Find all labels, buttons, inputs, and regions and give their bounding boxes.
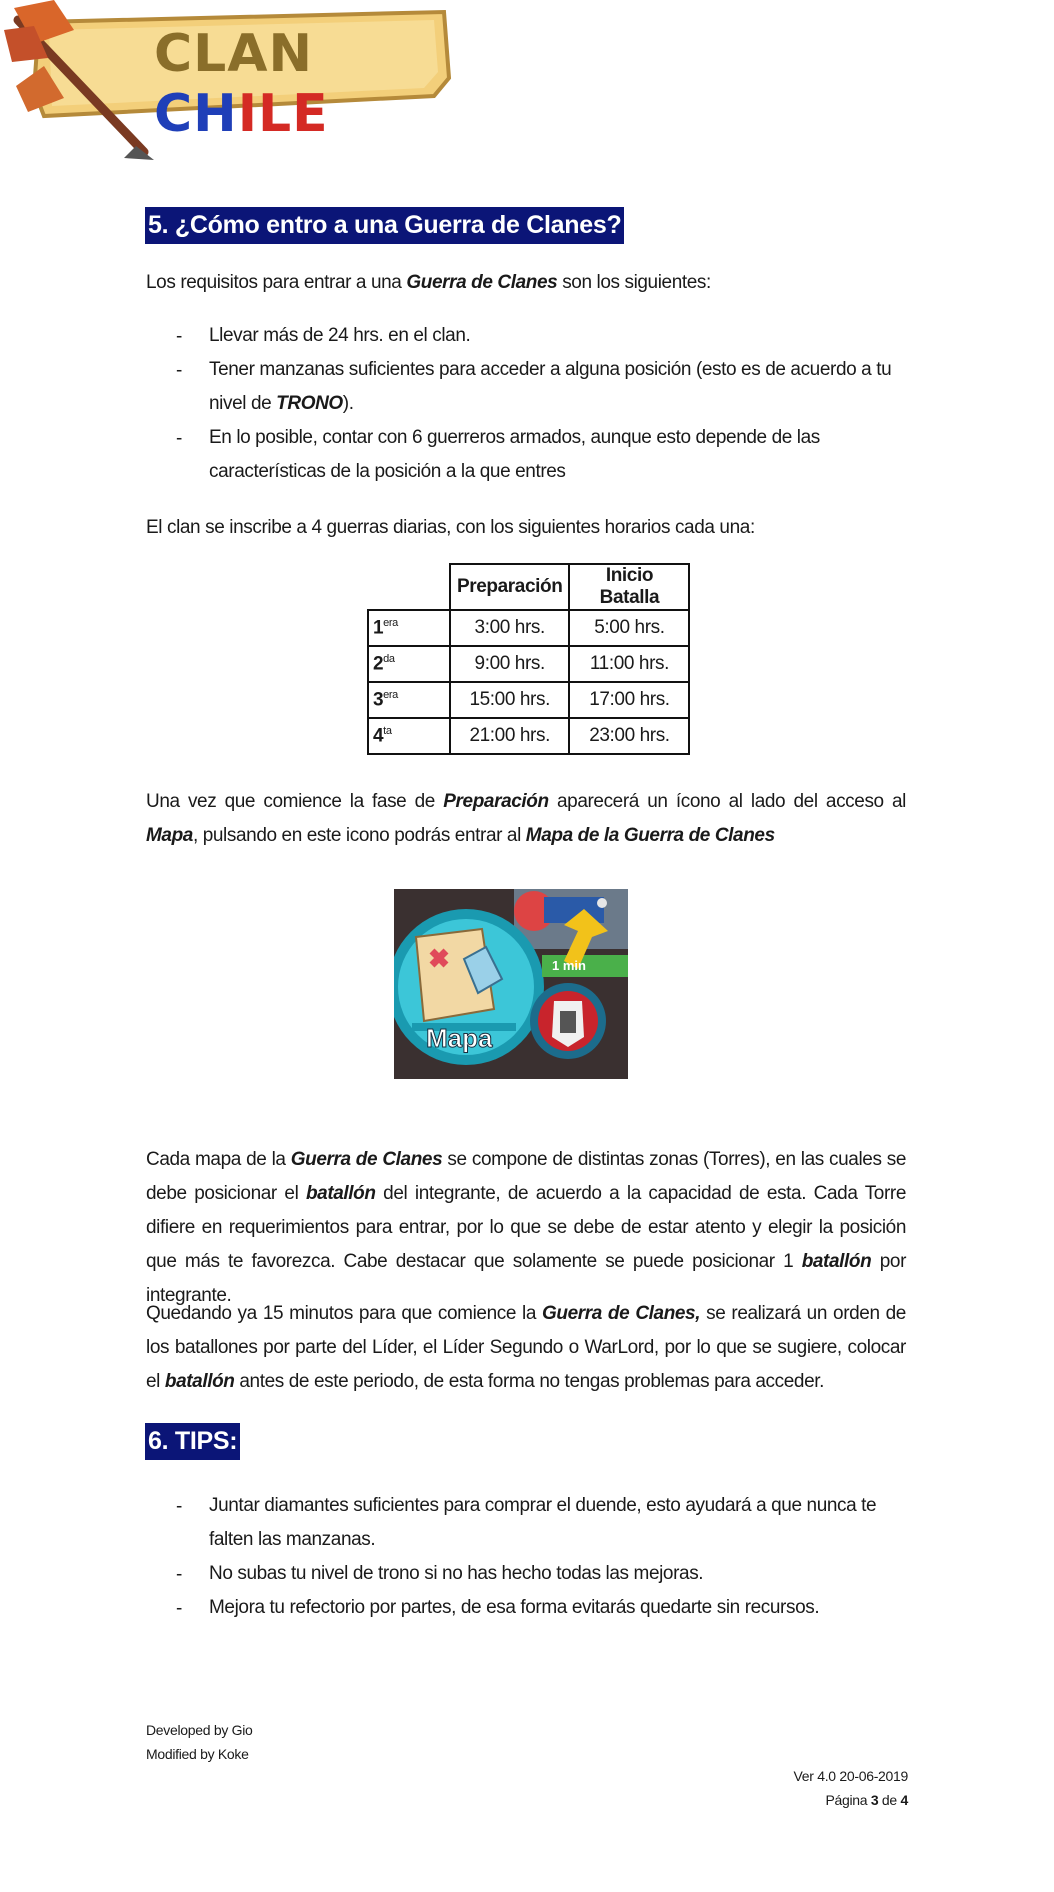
page-number (794, 1788, 908, 1812)
page-total: 4 (900, 1792, 908, 1808)
prep-emphasis: Mapa (146, 825, 193, 846)
order-emphasis: batallón (164, 1371, 235, 1392)
schedule-intro: El clan se inscribe a 4 guerras diarias, con los siguientes horarios cada una: (146, 517, 755, 538)
prep-time: 21:00 hrs. (450, 718, 569, 754)
row-number: 2 (373, 653, 384, 675)
start-time: 11:00 hrs. (569, 646, 689, 682)
zones-text: Cada mapa de la (146, 1149, 291, 1170)
bullet-marker: - (176, 1564, 183, 1585)
requirement-item-3: En lo posible, contar con 6 guerreros armados, aunque esto depende de las características de la posición a la que entres (209, 427, 820, 482)
intro-text-end: son los siguientes: (557, 272, 711, 293)
prep-emphasis: Preparación (443, 791, 549, 812)
header-preparacion: Preparación (450, 564, 569, 610)
table-row (368, 646, 689, 682)
logo-text (154, 24, 474, 144)
prep-text: , pulsando en este icono podrás entrar al (192, 825, 526, 846)
zones-emphasis: batallón (801, 1251, 872, 1272)
order-emphasis: Guerra de Clanes, (542, 1303, 701, 1324)
bullet-marker: - (176, 428, 183, 449)
zones-text: por integrante. (146, 1251, 906, 1306)
req2-emphasis: TRONO (276, 393, 343, 414)
table-row (368, 718, 689, 754)
table-row (368, 610, 689, 646)
map-button-label: Mapa (426, 1023, 493, 1053)
prep-time: 15:00 hrs. (450, 682, 569, 718)
row-label (368, 718, 450, 754)
intro-emphasis: Guerra de Clanes (406, 272, 558, 293)
req2-text-end: ). (342, 393, 354, 414)
logo-word-ch: CH (154, 84, 238, 144)
row-label (368, 646, 450, 682)
req2-text: Tener manzanas suficientes para acceder a alguna posición (esto es de acuerdo a tu nivel de (209, 359, 892, 414)
section5-heading: 5. ¿Cómo entro a una Guerra de Clanes? (145, 207, 624, 244)
row-suffix: ta (383, 724, 392, 737)
order-paragraph (146, 1297, 906, 1399)
prep-time: 9:00 hrs. (450, 646, 569, 682)
row-label (368, 682, 450, 718)
requirements-intro (146, 266, 906, 300)
row-number: 1 (373, 617, 384, 639)
page-label: Página (825, 1792, 871, 1808)
row-suffix: era (383, 616, 398, 629)
order-text: Quedando ya 15 minutos para que comience la (146, 1303, 543, 1324)
prep-emphasis: Mapa de la Guerra de Clanes (525, 825, 775, 846)
developed-by: Developed by Gio (146, 1722, 253, 1738)
tip-item-1: Juntar diamantes suficientes para comprar el duende, esto ayudará a que nunca te falten las manzanas. (209, 1495, 877, 1550)
war-schedule-table (367, 563, 690, 755)
preparation-paragraph (146, 785, 906, 853)
zones-text: del integrante, de acuerdo a la capacidad de esta. Cada Torre difiere en requerimientos para entrar, por lo que se debe de estar atento y elegir la posición que más te favorezca. Cabe destacar que solamente se puede posicionar 1 (146, 1183, 906, 1272)
version-date: Ver 4.0 20-06-2019 (793, 1768, 908, 1784)
footer-credits (146, 1718, 253, 1766)
zones-paragraph (146, 1143, 906, 1313)
zones-emphasis: Guerra de Clanes (290, 1149, 443, 1170)
tip-item-3: Mejora tu refectorio por partes, de esa forma evitarás quedarte sin recursos. (209, 1597, 820, 1618)
prep-time: 3:00 hrs. (450, 610, 569, 646)
modified-by: Modified by Koke (146, 1746, 249, 1762)
timer-label: 1 min (552, 958, 586, 973)
prep-text: Una vez que comience la fase de (146, 791, 444, 812)
logo-word-clan: CLAN (154, 24, 314, 84)
logo-word-ile: ILE (237, 84, 329, 144)
bullet-marker: - (176, 1598, 183, 1619)
war-map-screenshot (394, 889, 628, 1079)
section6-heading: 6. TIPS: (145, 1423, 240, 1460)
order-text: se realizará un orden de los batallones por parte del Líder, el Líder Segundo o WarLord, por lo que se sugiere, colocar el (146, 1303, 906, 1392)
bullet-marker: - (176, 360, 183, 381)
row-number: 4 (373, 725, 384, 747)
zones-emphasis: batallón (305, 1183, 376, 1204)
start-time: 23:00 hrs. (569, 718, 689, 754)
bullet-marker: - (176, 1496, 183, 1517)
zones-text: se compone de distintas zonas (Torres), en las cuales se debe posicionar el (146, 1149, 906, 1204)
header-inicio-batalla: Inicio Batalla (569, 564, 689, 610)
table-row (368, 682, 689, 718)
page-current: 3 (870, 1792, 879, 1808)
row-number: 3 (373, 689, 384, 711)
requirement-item-1: Llevar más de 24 hrs. en el clan. (209, 325, 471, 346)
requirement-item-2 (209, 353, 909, 421)
row-suffix: era (383, 688, 398, 701)
tip-item-2: No subas tu nivel de trono si no has hecho todas las mejoras. (209, 1563, 704, 1584)
page-of: de (878, 1792, 901, 1808)
prep-text: aparecerá un ícono al lado del acceso al (548, 791, 906, 812)
table-header-row (368, 564, 689, 610)
start-time: 17:00 hrs. (569, 682, 689, 718)
intro-text: Los requisitos para entrar a una (146, 272, 407, 293)
row-suffix: da (383, 652, 395, 665)
bullet-marker: - (176, 326, 183, 347)
clan-chile-logo (4, 0, 474, 160)
row-label (368, 610, 450, 646)
start-time: 5:00 hrs. (569, 610, 689, 646)
order-text: antes de este periodo, de esta forma no tengas problemas para acceder. (234, 1371, 825, 1392)
footer-version-block (794, 1764, 908, 1812)
table-corner (368, 564, 450, 610)
